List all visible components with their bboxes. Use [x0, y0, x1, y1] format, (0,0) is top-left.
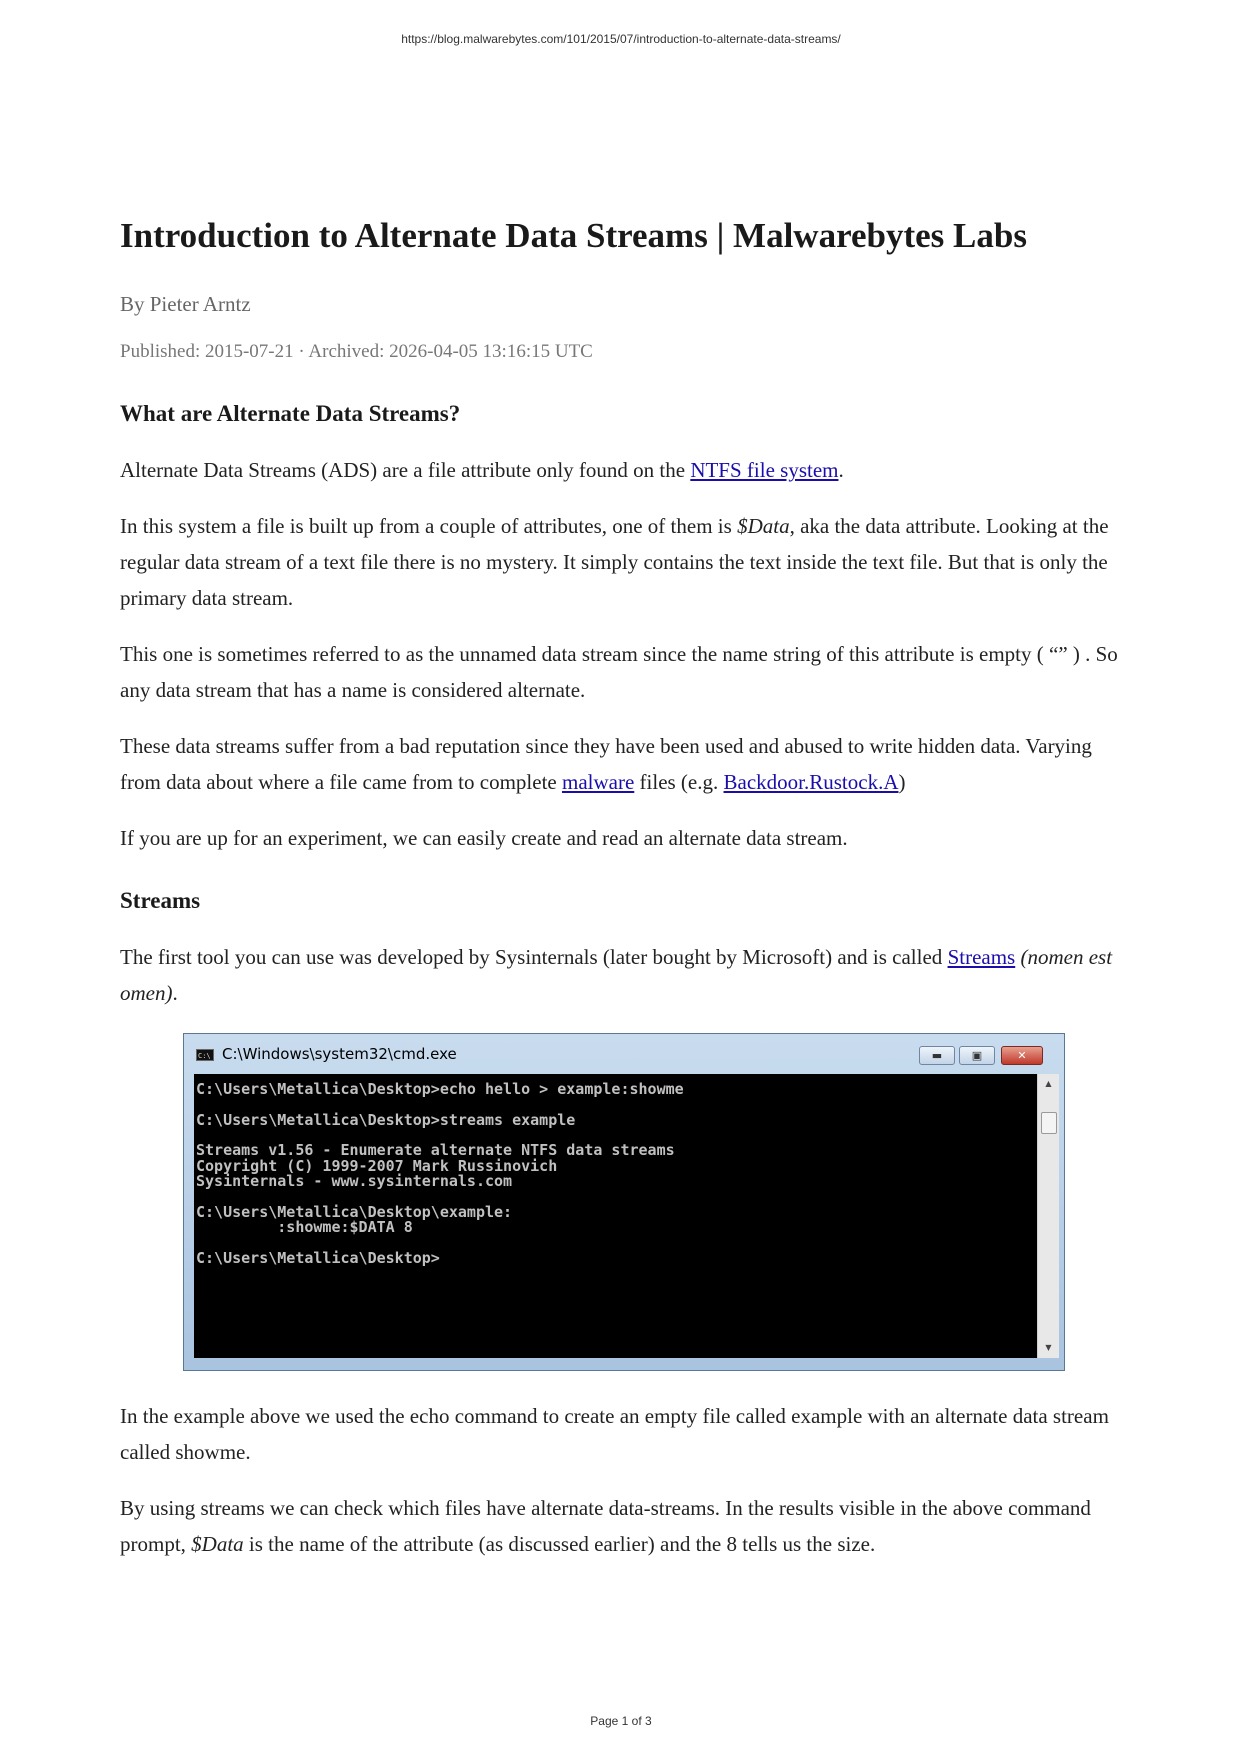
paragraph: In the example above we used the echo command to create an empty file called example with an alternate data stream called showme. [120, 1404, 1109, 1464]
scroll-thumb [1041, 1112, 1057, 1134]
close-icon: ✕ [1001, 1046, 1043, 1065]
cmd-titlebar [184, 1034, 1064, 1072]
byline: By Pieter Arntz [120, 292, 251, 316]
paragraph: Alternate Data Streams (ADS) are a file attribute only found on the NTFS file system. [120, 458, 844, 482]
article-title: Introduction to Alternate Data Streams | Malwarebytes Labs [120, 216, 1027, 255]
section-heading-ads: What are Alternate Data Streams? [120, 401, 461, 426]
cmd-scrollbar [1037, 1074, 1059, 1358]
emphasis: $Data [191, 1532, 244, 1556]
streams-link[interactable]: Streams [947, 945, 1016, 969]
minimize-icon: ▬ [919, 1046, 955, 1065]
cmd-window-title: C:\Windows\system32\cmd.exe [222, 1045, 457, 1063]
console-line: Sysinternals - www.sysinternals.com [196, 1172, 513, 1190]
console-line: Copyright (C) 1999-2007 Mark Russinovich [196, 1156, 558, 1175]
emphasis: $Data [737, 514, 790, 538]
paragraph: If you are up for an experiment, we can easily create and read an alternate data stream. [120, 826, 848, 850]
console-line: :showme:$DATA 8 [196, 1218, 413, 1236]
maximize-icon: ▣ [959, 1046, 995, 1065]
cmd-console [194, 1074, 1037, 1358]
cmd-icon: C:\ [196, 1049, 214, 1061]
paragraph: In this system a file is built up from a couple of attributes, one of them is $Data, aka the data attribute. Looking at the regular data stream of a text file there is no mystery. It simply contains the text inside the text file. But that is only the primary data stream. [120, 514, 1109, 610]
malware-link[interactable]: malware [561, 770, 635, 794]
paragraph: This one is sometimes referred to as the unnamed data stream since the name string of this attribute is empty ( “” ) . So any data stream that has a name is considered alternate. [120, 642, 1118, 702]
publish-meta: Published: 2015-07-21 · Archived: 2026-04-05 13:16:15 UTC [120, 341, 593, 362]
emphasis: (nomen est omen) [120, 945, 1113, 1005]
console-line: C:\Users\Metallica\Desktop> [196, 1248, 440, 1267]
page-url: https://blog.malwarebytes.com/101/2015/07/introduction-to-alternate-data-streams/ [401, 32, 841, 46]
console-line: C:\Users\Metallica\Desktop>streams example [196, 1110, 576, 1129]
paragraph: The first tool you can use was developed by Sysinternals (later bought by Microsoft) and is called Streams (nomen est omen). [120, 945, 1113, 1005]
scroll-down-icon: ▼ [1045, 1343, 1052, 1352]
ntfs-link[interactable]: NTFS file system [690, 458, 839, 482]
paragraph: These data streams suffer from a bad reputation since they have been used and abused to write hidden data. Varying from data about where a file came from to complete malware files (e.g. Backdoor.Rustock.A) [120, 734, 1092, 794]
page-number: Page 1 of 3 [590, 1714, 652, 1728]
console-line: C:\Users\Metallica\Desktop\example: [196, 1202, 513, 1221]
section-heading-streams: Streams [120, 888, 201, 913]
paragraph: By using streams we can check which files have alternate data-streams. In the results visible in the above command prompt, $Data is the name of the attribute (as discussed earlier) and the 8 tells us the size. [120, 1496, 1091, 1556]
cmd-screenshot [183, 1033, 1065, 1371]
article [120, 212, 1130, 1562]
scroll-up-icon: ▲ [1045, 1079, 1052, 1088]
backdoor-rustock-link[interactable]: Backdoor.Rustock.A [723, 770, 899, 794]
console-line: C:\Users\Metallica\Desktop>echo hello > example:showme [196, 1080, 684, 1098]
console-line: Streams v1.56 - Enumerate alternate NTFS data streams [196, 1141, 675, 1159]
